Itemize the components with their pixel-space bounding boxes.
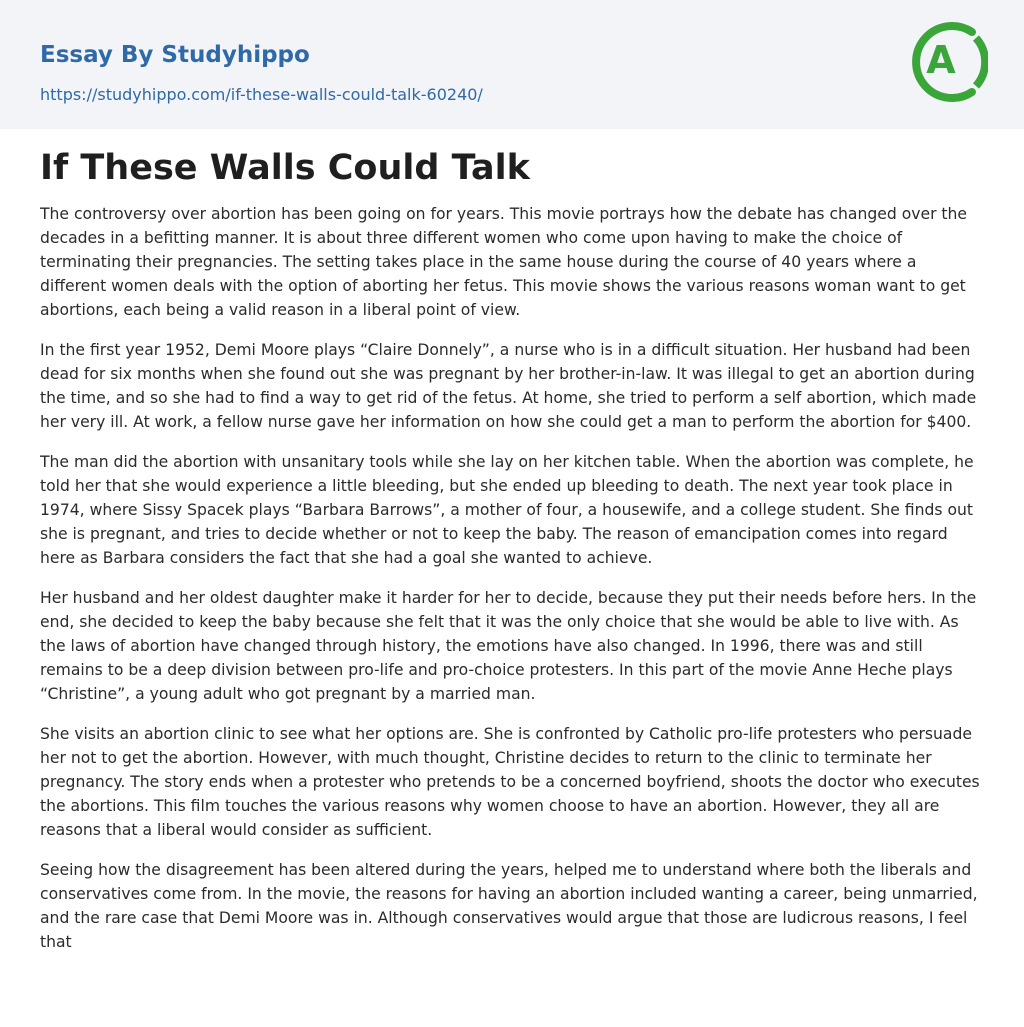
essay-paragraph-3: The man did the abortion with unsanitary tools while she lay on her kitchen table. When the abortion was complete, he told her that she would experience a little bleeding, but she ended up bleeding to death. The next year took place in 1974, where Sissy Spacek plays “Barbara Barrows”, a mother of four, a housewife, and a college student. She finds out she is pregnant, and tries to decide whether or not to keep the baby. The reason of emancipation comes into regard here as Barbara considers the fact that she had a goal she wanted to achieve.: [40, 453, 974, 567]
essay-paragraph-5: She visits an abortion clinic to see what her options are. She is confronted by Catholic pro-life protesters who persuade her not to get the abortion. However, with much thought, Christine decides to return to the clinic to terminate her pregnancy. The story ends when a protester who pretends to be a concerned boyfriend, shoots the doctor who executes the abortions. This film touches the various reasons why women choose to have an abortion. However, they all are reasons that a liberal would consider as sufficient.: [40, 725, 980, 839]
essay-title: If These Walls Could Talk: [40, 148, 530, 188]
essay-paragraph-6: Seeing how the disagreement has been altered during the years, helped me to understand where both the liberals and conservatives come from. In the movie, the reasons for having an abortion included wanting a career, being unmarried, and the rare case that Demi Moore was in. Although conservatives would argue that those are ludicrous reasons, I feel that: [40, 861, 978, 951]
brand-title[interactable]: Essay By Studyhippo: [40, 42, 310, 68]
essay-paragraph-1: The controversy over abortion has been going on for years. This movie portrays how the debate has changed over the decades in a befitting manner. It is about three different women who come upon having to make the choice of terminating their pregnancies. The setting takes place in the same house during the course of 40 years where a different women deals with the option of aborting her fetus. This movie shows the various reasons woman want to get abortions, each being a valid reason in a liberal point of view.: [40, 205, 968, 319]
logo-ring-right: [976, 38, 985, 86]
logo-letter: A: [926, 38, 956, 82]
page-header: [0, 0, 1024, 129]
essay-paragraph-4: Her husband and her oldest daughter make it harder for her to decide, because they put their needs before hers. In the end, she decided to keep the baby because she felt that it was the only choice that she would be able to live with. As the laws of abortion have changed through history, the emotions have also changed. In 1996, there was and still remains to be a deep division between pro-life and pro-choice protesters. In this part of the movie Anne Heche plays “Christine”, a young adult who got pregnant by a married man.: [40, 589, 977, 703]
essay-url-link[interactable]: https://studyhippo.com/if-these-walls-could-talk-60240/: [40, 85, 483, 104]
essay-content: [40, 140, 985, 970]
essay-paragraph-2: In the first year 1952, Demi Moore plays “Claire Donnely”, a nurse who is in a difficult situation. Her husband had been dead for six months when she found out she was pregnant by her brother-in-law. It was illegal to get an abortion during the time, and so she had to find a way to get rid of the fetus. At home, she tried to perform a self abortion, which made her very ill. At work, a fellow nurse gave her information on how she could get a man to perform the abortion for $400.: [40, 341, 977, 431]
studyhippo-logo-icon[interactable]: [910, 18, 988, 106]
